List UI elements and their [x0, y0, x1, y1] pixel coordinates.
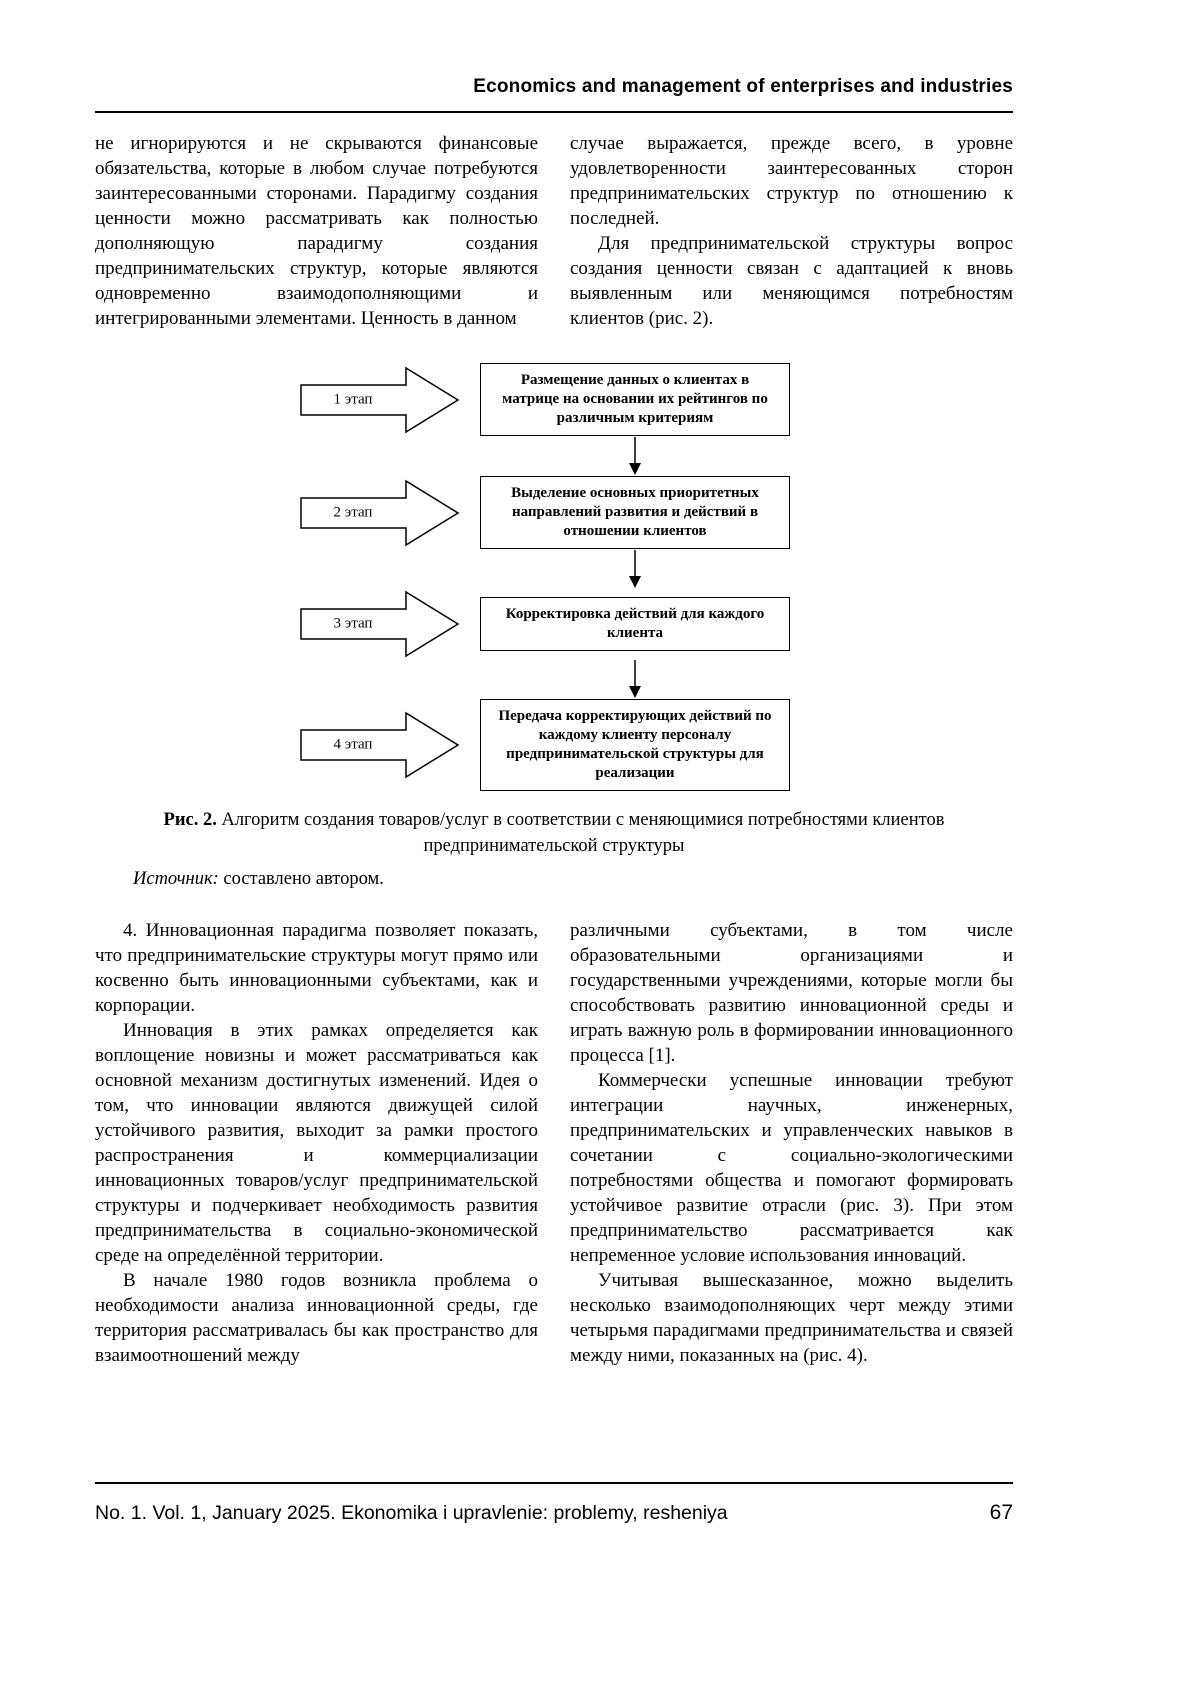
connector-2	[300, 549, 810, 589]
paragraph: Инновация в этих рамках определяется как воплощение новизны и может рассматриваться как основной механизм достигнутых изменений. Идея о том, что инновации являются движущей силой устойчивого развития, выходит за рамки простого распространения и коммерциализации инновационных товаров/услуг предпринимательской структуры и подчеркивает необходимость развития предпринимательства в социально-экономической среде на определённой территории.	[95, 1020, 538, 1266]
paragraph: Для предпринимательской структуры вопрос создания ценности связан с адаптацией к вновь выявленным или меняющимся потребностям клиентов (рис. 2).	[570, 233, 1013, 329]
running-head	[95, 76, 1013, 113]
figure-2-diagram	[300, 363, 810, 791]
stage-row-1	[300, 363, 810, 436]
down-arrow-icon	[628, 550, 642, 588]
figure-source-label: Источник:	[133, 869, 219, 889]
paragraph: В начале 1980 годов возникла проблема о необходимости анализа инновационной среды, где территория рассматривалась бы как пространство для взаимоотношений между	[95, 1270, 538, 1366]
page-footer	[95, 1482, 1013, 1525]
paragraph: различными субъектами, в том числе образовательными организациями и государственными учреждениями, которые могли бы способствовать развитию инновационной среды и играть важную роль в формировании инновационного процесса [1].	[570, 920, 1013, 1066]
figure-source-text: составлено автором.	[223, 869, 384, 889]
top-columns	[95, 131, 1013, 331]
down-arrow-icon	[628, 660, 642, 698]
stage-row-4	[300, 699, 810, 791]
stage-4-arrow	[300, 710, 460, 780]
stage-1-arrow	[300, 365, 460, 435]
stage-3-arrow	[300, 589, 460, 659]
stage-3-label: 3 этап	[333, 615, 373, 632]
paragraph: случае выражается, прежде всего, в уровне удовлетворенности заинтересованных сторон предпринимательских структур по отношению к последней.	[570, 133, 1013, 229]
stage-row-2	[300, 476, 810, 549]
top-right-column	[570, 131, 1013, 331]
running-head-title: Economics and management of enterprises and industries	[473, 76, 1013, 97]
stage-2-box: Выделение основных приоритетных направлений развития и действий в отношении клиентов	[480, 476, 790, 549]
figure-source	[95, 869, 1013, 890]
stage-4-box: Передача корректирующих действий по каждому клиенту персоналу предпринимательской структуры для реализации	[480, 699, 790, 791]
paragraph: Коммерчески успешные инновации требуют интеграции научных, инженерных, предпринимательских и управленческих навыков в сочетании с социально-экологическими потребностями общества и помогают формировать устойчивое развитие отрасли (рис. 3). При этом предпринимательство рассматривается как непременное условие использования инноваций.	[570, 1070, 1013, 1266]
connector-3	[300, 659, 810, 699]
paragraph: не игнорируются и не скрываются финансовые обязательства, которые в любом случае потребуются заинтересованными сторонами. Парадигму создания ценности можно рассматривать как полностью дополняющую парадигму создания предпринимательских структур, которые являются одновременно взаимодополняющими и интегрированными элементами. Ценность в данном	[95, 133, 538, 329]
connector-1	[300, 436, 810, 476]
paragraph: Учитывая вышесказанное, можно выделить несколько взаимодополняющих черт между этими четырьмя парадигмами предпринимательства и связей между ними, показанных на (рис. 4).	[570, 1270, 1013, 1366]
bottom-right-column	[570, 918, 1013, 1368]
figure-caption	[95, 807, 1013, 859]
stage-row-3	[300, 589, 810, 659]
figure-caption-text: Алгоритм создания товаров/услуг в соответствии с меняющимися потребностями клиентов предпринимательской структуры	[221, 810, 945, 856]
stage-2-label: 2 этап	[333, 504, 373, 520]
stage-4-label: 4 этап	[333, 736, 373, 753]
figure-2	[95, 363, 1013, 890]
stage-2-arrow	[300, 478, 460, 548]
stage-1-label: 1 этап	[333, 391, 373, 407]
bottom-columns	[95, 918, 1013, 1368]
figure-caption-label: Рис. 2.	[163, 810, 217, 830]
footer-journal-line: No. 1. Vol. 1, January 2025. Ekonomika i upravlenie: problemy, resheniya	[95, 1502, 728, 1524]
page-number: 67	[989, 1501, 1013, 1524]
bottom-left-column	[95, 918, 538, 1368]
paragraph: 4. Инновационная парадигма позволяет показать, что предпринимательские структуры могут прямо или косвенно быть инновационными субъектами, как и корпорации.	[95, 920, 538, 1016]
down-arrow-icon	[628, 437, 642, 475]
page-body	[95, 131, 1013, 1368]
top-left-column	[95, 131, 538, 331]
stage-1-box: Размещение данных о клиентах в матрице на основании их рейтингов по различным критериям	[480, 363, 790, 436]
stage-3-box: Корректировка действий для каждого клиента	[480, 597, 790, 651]
